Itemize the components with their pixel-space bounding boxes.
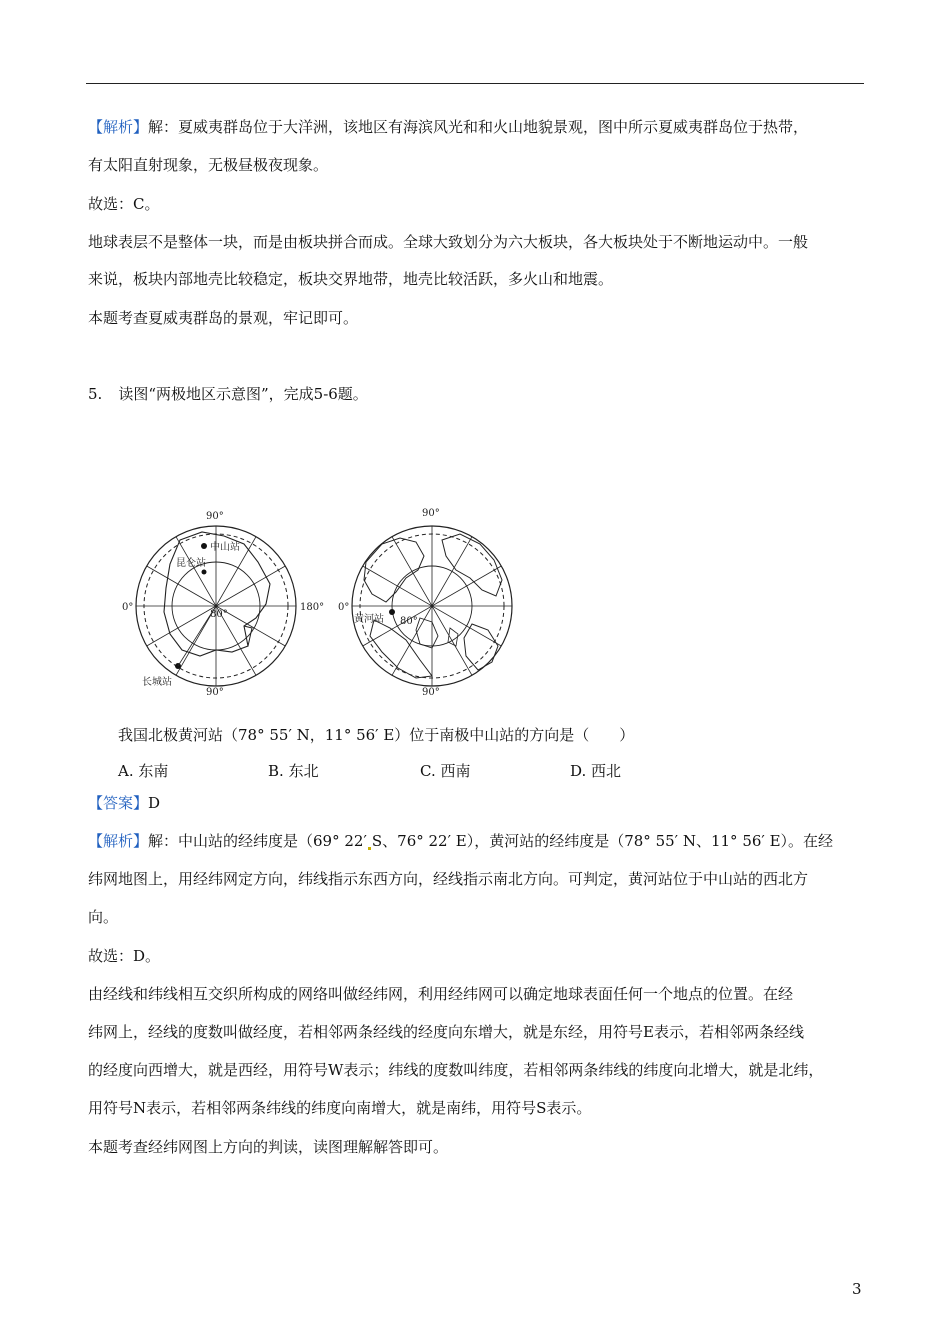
analysis2-line-3: 向。 (88, 908, 119, 926)
polar-maps-figure (120, 500, 520, 700)
north-polar-map (338, 508, 512, 698)
highlight-mark (368, 847, 371, 850)
analysis-line-1: 【解析】解：夏威夷群岛位于大洋洲，该地区有海滨风光和和火山地貌景观，图中所示夏威夷群岛位于热带， (88, 118, 809, 136)
north-top-label: 90° (422, 508, 440, 519)
south-top-label: 90° (206, 511, 224, 522)
option-d: D. 西北 (570, 762, 622, 780)
analysis2-line-1: 【解析】解：中山站的经纬度是（69° 22′ S、76° 22′ E），黄河站的经纬度是（78° 55′ N、11° 56′ E）。在经 (88, 832, 834, 850)
grid-line-1: 由经线和纬线相互交织所构成的网络叫做经纬网，利用经纬网可以确定地球表面任何一个地点的位置。在经 (88, 985, 794, 1003)
analysis-tag: 【解析】 (88, 118, 149, 136)
huanghe-marker (389, 609, 395, 615)
south-bottom-label: 90° (206, 687, 224, 698)
choice-line-1: 故选：C。 (88, 195, 160, 213)
header-rule (86, 83, 864, 84)
question-stem: 我国北极黄河站（78° 55′ N，11° 56′ E）位于南极中山站的方向是（ ） (118, 726, 635, 744)
zhongshan-marker (201, 543, 207, 549)
choice-line-2: 故选：D。 (88, 947, 161, 965)
kunlun-marker (202, 570, 207, 575)
zhongshan-label: 中山站 (210, 542, 240, 553)
note-line-2: 本题考查经纬网图上方向的判读，读图理解解答即可。 (88, 1138, 449, 1156)
kunlun-label: 昆仑站 (176, 558, 206, 569)
page-number: 3 (852, 1280, 862, 1298)
option-a: A. 东南 (118, 762, 169, 780)
north-left-label: 0° (338, 602, 350, 613)
north-bottom-label: 90° (422, 687, 440, 698)
grid-line-3: 的经度向西增大，就是西经，用符号W表示；纬线的度数叫纬度，若相邻两条纬线的纬度向北增大，就是北纬， (88, 1061, 824, 1079)
north-center-label: 80° (400, 616, 418, 627)
south-center-label: 80° (210, 609, 228, 620)
grid-line-4: 用符号N表示，若相邻两条纬线的纬度向南增大，就是南纬，用符号S表示。 (88, 1099, 592, 1117)
note-line-1: 本题考查夏威夷群岛的景观，牢记即可。 (88, 309, 359, 327)
analysis2-tag: 【解析】 (88, 832, 149, 850)
question-number: 5. (88, 385, 103, 403)
south-left-label: 0° (122, 602, 134, 613)
analysis-line-2: 有太阳直射现象，无极昼极夜现象。 (88, 156, 329, 174)
option-b: B. 东北 (268, 762, 319, 780)
plate-line-2: 来说，板块内部地壳比较稳定，板块交界地带，地壳比较活跃，多火山和地震。 (88, 270, 614, 288)
grid-line-2: 纬网上，经线的度数叫做经度，若相邻两条经线的经度向东增大，就是东经，用符号E表示，若相邻两条经线 (88, 1023, 804, 1041)
south-polar-map (122, 511, 324, 698)
option-c: C. 西南 (420, 762, 471, 780)
plate-line-1: 地球表层不是整体一块，而是由板块拼合而成。全球大致划分为六大板块，各大板块处于不断地运动中。一般 (88, 233, 809, 251)
huanghe-label: 黄河站 (354, 614, 384, 625)
answer-tag: 【答案】 (88, 794, 149, 812)
south-right-label: 180° (300, 602, 325, 613)
question-heading: 5. 读图“两极地区示意图”，完成5-6题。 (88, 385, 368, 403)
analysis2-line-2: 纬网地图上，用经纬网定方向，纬线指示东西方向，经线指示南北方向。可判定，黄河站位于中山站的西北方 (88, 870, 809, 888)
answer-line (88, 792, 160, 814)
answer-value: D (148, 794, 161, 812)
changcheng-label: 长城站 (142, 677, 172, 688)
